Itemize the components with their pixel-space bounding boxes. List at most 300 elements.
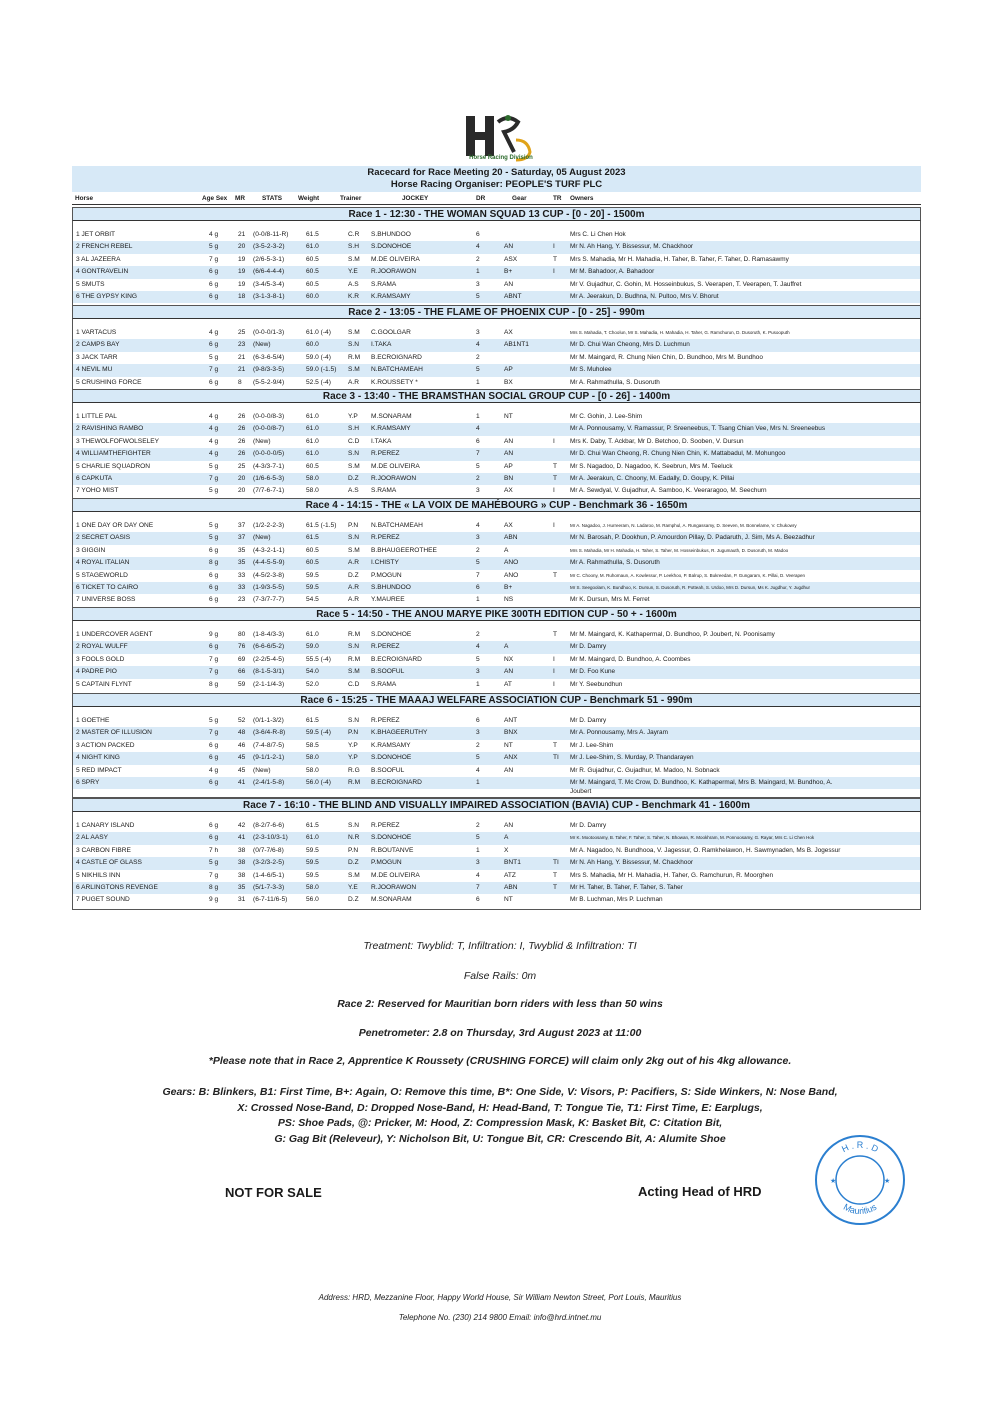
runner-owners: Mr D. Chui Wan Cheong, R. Chung Nien Chin, K. Mattabadul, M. Mohungoo: [570, 450, 786, 458]
organiser-line: Horse Racing Organiser: PEOPLE'S TURF PLC: [390, 179, 603, 190]
runner-dr: 6: [476, 896, 480, 904]
runner-owners: Mr D. Damry: [570, 643, 607, 651]
col-trainer: Trainer: [340, 195, 362, 202]
runner-row: [73, 279, 920, 291]
runner-trainer: S.M: [348, 668, 360, 676]
runner-mr: 35: [238, 559, 246, 567]
runner-owners: Mr M. Maingard, K. Kathapermal, D. Bundhoo, P. Joubert, N. Poonisamy: [570, 631, 775, 638]
runner-owners: Mr C. Gohin, J. Lee-Shim: [570, 413, 643, 420]
runner-tr: I: [553, 668, 555, 676]
runner-trainer: A.R: [348, 378, 359, 386]
runner-stats: (6-3-6-5/4): [253, 353, 285, 361]
runner-row: [73, 679, 920, 691]
runner-horse: 4 NEVIL MU: [76, 366, 113, 374]
runner-age: 6 g: [209, 378, 219, 386]
runner-mr: 31: [238, 896, 246, 904]
runner-mr: 45: [238, 754, 246, 762]
runner-age: 7 g: [209, 255, 219, 263]
runner-horse: 7 UNIVERSE BOSS: [76, 596, 136, 604]
runner-dr: 4: [476, 522, 480, 529]
runner-stats: (New): [253, 341, 271, 349]
runner-age: 6 g: [209, 643, 219, 651]
runner-dr: 4: [476, 243, 480, 251]
runner-weight: 61.0: [306, 631, 319, 638]
runner-age: 5 g: [209, 717, 219, 724]
runner-horse: 2 FRENCH REBEL: [76, 243, 133, 251]
runner-mr: 18: [238, 293, 246, 300]
runner-age: 7 g: [209, 655, 219, 663]
runner-gear: NX: [504, 655, 514, 663]
runner-mr: 21: [238, 231, 246, 238]
runner-jockey: S.DONOHOE: [371, 243, 412, 251]
runner-mr: 8: [238, 378, 242, 386]
runner-tr: TI: [553, 859, 559, 867]
runner-gear: ABN: [504, 884, 518, 891]
runner-trainer: A.R: [348, 596, 359, 604]
not-for-sale: NOT FOR SALE: [225, 1185, 322, 1200]
runner-age: 7 g: [209, 475, 219, 482]
runner-dr: 3: [476, 487, 480, 495]
runner-trainer: R.M: [348, 353, 361, 361]
runner-trainer: A.R: [348, 559, 359, 567]
runner-tr: I: [553, 243, 555, 251]
runner-row: [73, 740, 920, 752]
runner-weight: 54.5: [306, 596, 319, 604]
runner-mr: 35: [238, 884, 246, 891]
runner-jockey: K.RAMSAMY: [371, 293, 411, 300]
runner-weight: 55.5 (-4): [306, 655, 331, 663]
runner-age: 7 g: [209, 729, 219, 737]
runner-gear: BNX: [504, 729, 518, 737]
runner-gear: AX: [504, 487, 513, 495]
runner-trainer: S.N: [348, 822, 359, 829]
runner-gear: AN: [504, 668, 514, 676]
runner-horse: 4 NIGHT KING: [76, 754, 120, 762]
runner-jockey: S.DONOHOE: [371, 834, 412, 842]
runner-row: [73, 461, 920, 473]
runner-age: 7 g: [209, 871, 219, 879]
runner-dr: 7: [476, 450, 480, 458]
runner-mr: 23: [238, 596, 246, 604]
runner-trainer: S.H: [348, 425, 359, 433]
col-stats: STATS: [262, 195, 282, 202]
runner-age: 6 g: [209, 584, 219, 591]
runner-horse: 6 CAPKUTA: [76, 475, 113, 482]
runner-dr: 3: [476, 280, 480, 288]
runner-owners: Mrs C. Li Chen Hok: [570, 231, 626, 238]
race-4: [72, 498, 921, 610]
runner-jockey: S.BHUNDOO: [371, 231, 411, 238]
col-horse: Horse: [75, 195, 94, 202]
runner-trainer: S.N: [348, 341, 359, 349]
runner-weight: 59.0 (-1.5): [306, 366, 337, 374]
runner-horse: 6 THE GYPSY KING: [76, 293, 137, 300]
runner-stats: (1-9/3-5-5): [253, 584, 285, 591]
runner-stats: (3-6/4-R-8): [253, 729, 286, 737]
race-entries: [72, 512, 921, 610]
runner-weight: 58.0: [306, 884, 319, 891]
runner-dr: 2: [476, 631, 480, 638]
runner-weight: 58.0: [306, 766, 319, 774]
runner-stats: (1/6-6-5-3): [253, 475, 285, 482]
col-gear: Gear: [512, 195, 527, 202]
runner-row: [73, 882, 920, 894]
runner-row: [73, 339, 920, 351]
runner-age: 4 g: [209, 413, 219, 420]
runner-trainer: S.N: [348, 643, 359, 651]
runner-owners: Mr A. Ponnousamy, Mrs A. Jayram: [570, 729, 668, 737]
runner-tr: T: [553, 571, 558, 579]
runner-row: [73, 666, 920, 678]
runner-trainer: Y.P: [348, 413, 358, 420]
runner-tr: I: [553, 655, 555, 663]
runner-trainer: S.N: [348, 450, 359, 458]
runner-weight: 61.0: [306, 243, 319, 251]
runner-age: 9 g: [209, 896, 219, 904]
runner-gear: AN: [504, 766, 514, 774]
runner-owners: Mr C. Choony, M. Ruhomaun, A. Kowlessur, P. Leekhoo, P. Balrup, S. Bukreedan, P. Gungaram, K. Pillai, D. Veerapen: [570, 572, 806, 578]
runner-row: [73, 352, 920, 364]
runner-trainer: C.D: [348, 437, 360, 445]
runner-mr: 19: [238, 255, 246, 263]
runner-stats: (1/2-2-2-3): [253, 522, 285, 529]
runner-jockey: S.RAMA: [371, 280, 397, 288]
runner-horse: 5 RED IMPACT: [76, 766, 122, 774]
runner-jockey: M.DE OLIVEIRA: [371, 871, 420, 879]
gears-legend: [100, 1085, 900, 1147]
runner-jockey: N.BATCHAMEAH: [371, 522, 423, 529]
runner-age: 6 g: [209, 341, 219, 349]
penetrometer-note: Penetrometer: 2.8 on Thursday, 3rd August 2023 at 11:00: [358, 1027, 642, 1039]
runner-row: [73, 485, 920, 497]
runner-age: 5 g: [209, 487, 219, 495]
runner-owners: Mr S. Nagadoo, D. Nagadoo, K. Seebrun, Mrs M. Teeluck: [570, 462, 733, 470]
runner-dr: 1: [476, 846, 480, 854]
race-entries: [72, 403, 921, 501]
runner-age: 5 g: [209, 859, 219, 867]
runner-weight: 60.5: [306, 559, 319, 567]
runner-weight: 56.0: [306, 896, 319, 904]
runner-horse: 3 JACK TARR: [76, 353, 118, 361]
runner-jockey: I.TAKA: [371, 437, 392, 445]
runner-row: [73, 752, 920, 764]
gears-line: X: Crossed Nose-Band, D: Dropped Nose-Band, H: Head-Band, T: Tongue Tie, T1: First Time, E: Earplugs,: [237, 1101, 763, 1114]
runner-gear: NT: [504, 741, 513, 749]
runner-tr: T: [553, 462, 558, 470]
runner-tr: T: [553, 871, 558, 879]
runner-jockey: R.JOORAWON: [371, 268, 417, 276]
false-rails-note: False Rails: 0m: [463, 970, 537, 982]
runner-mr: 19: [238, 268, 246, 276]
runner-tr: T: [553, 884, 558, 891]
race-6: [72, 693, 921, 798]
runner-trainer: K.R: [348, 293, 359, 300]
runner-stats: (New): [253, 766, 271, 774]
runner-row: [73, 436, 920, 448]
runner-gear: AN: [504, 822, 514, 829]
runner-dr: 2: [476, 546, 480, 554]
runner-horse: 5 NIKHILS INN: [76, 871, 121, 879]
runner-gear: NT: [504, 896, 513, 904]
runner-owners: Mr M. Maingard, R. Chung Nien Chin, D. Bundhoo, Mrs M. Bundhoo: [570, 353, 763, 361]
runner-owners: Mr M. Maingard, T. Mc Crow, D. Bundhoo, K. Kathapermal, Mrs B. Maingard, M. Bundhoo, A.: [570, 779, 833, 786]
runner-dr: 1: [476, 268, 480, 276]
runner-owners: Mr D. Damry: [570, 717, 607, 724]
runner-age: 5 g: [209, 522, 219, 529]
runner-gear: ANO: [504, 571, 519, 579]
col-weight: Weight: [298, 195, 320, 202]
runner-age: 6 g: [209, 280, 219, 288]
runner-gear: ABNT: [504, 293, 522, 300]
runner-jockey: B.SOOFUL: [371, 668, 405, 676]
runner-row: [73, 423, 920, 435]
runner-jockey: K.ROUSSETY *: [371, 378, 418, 386]
runner-stats: (7-4-8/7-5): [253, 741, 285, 749]
runner-tr: I: [553, 268, 555, 276]
runner-horse: 3 GIGGIN: [76, 546, 106, 554]
runner-horse: 5 CHARLIE SQUADRON: [76, 462, 151, 470]
runner-stats: (3-5-2-3-2): [253, 243, 285, 251]
runner-row: [73, 377, 920, 389]
runner-gear: NT: [504, 413, 513, 420]
acting-head-signature: Acting Head of HRD: [638, 1184, 762, 1199]
runner-dr: 3: [476, 729, 480, 737]
runner-jockey: B.ECROIGNARD: [371, 353, 422, 361]
runner-dr: 4: [476, 766, 480, 774]
race-entries: [72, 221, 921, 306]
runner-stats: (0/7-7/6-8): [253, 846, 284, 854]
runner-weight: 61.0: [306, 450, 319, 458]
runner-jockey: S.BHUNDOO: [371, 584, 411, 591]
runner-owners: Mr A. Sewdyal, V. Gujadhur, A. Samboo, K. Veeraragoo, M. Seechurn: [570, 487, 767, 495]
runner-trainer: D.Z: [348, 475, 359, 482]
runner-jockey: M.DE OLIVEIRA: [371, 462, 420, 470]
runner-dr: 6: [476, 584, 480, 591]
runner-tr: I: [553, 437, 555, 445]
runner-horse: 2 RAVISHING RAMBO: [76, 425, 144, 433]
runner-trainer: Y.P: [348, 754, 358, 762]
runner-stats: (0-0-0/1-3): [253, 329, 285, 336]
runner-weight: 61.5: [306, 717, 319, 724]
race-entries: [72, 319, 921, 392]
runner-age: 5 g: [209, 534, 219, 542]
runner-mr: 20: [238, 475, 246, 482]
runner-dr: 3: [476, 534, 480, 542]
runner-gear: BNT1: [504, 859, 521, 867]
runner-owners: Mrs K. Daby, T. Ackbar, Mr D. Betchoo, D. Sooben, V. Dursun: [570, 437, 744, 445]
runner-stats: (New): [253, 437, 271, 445]
runner-owners: Mr A. Nagadoo, J. Hurreeram, N. Ladaroo, M. Ramphul, A. Rungassamy, D. Seeven, M. Bonnelame, V. Chukowry: [570, 523, 797, 528]
runner-dr: 1: [476, 596, 480, 604]
runner-horse: 1 ONE DAY OR DAY ONE: [76, 522, 154, 529]
runner-weight: 59.5: [306, 871, 319, 879]
runner-mr: 38: [238, 846, 246, 854]
runner-dr: 3: [476, 859, 480, 867]
runner-stats: (8-2/7-6-6): [253, 822, 285, 829]
runner-mr: 35: [238, 546, 246, 554]
runner-weight: 59.5: [306, 571, 319, 579]
runner-stats: (2/6-5-3-1): [253, 255, 285, 263]
runner-row: [73, 870, 920, 882]
runner-tr: T: [553, 741, 558, 749]
runner-age: 6 g: [209, 571, 219, 579]
runner-mr: 19: [238, 280, 246, 288]
runner-dr: 7: [476, 571, 480, 579]
runner-trainer: Y.P: [348, 741, 358, 749]
runner-horse: 6 ARLINGTONS REVENGE: [76, 884, 158, 891]
runner-row: [73, 654, 920, 666]
runner-mr: 38: [238, 859, 246, 867]
runner-mr: 52: [238, 717, 246, 724]
runner-age: 6 g: [209, 268, 219, 276]
runner-age: 6 g: [209, 741, 219, 749]
runner-tr: I: [553, 487, 555, 495]
runner-gear: AP: [504, 462, 513, 470]
runner-row: [73, 845, 920, 857]
runner-weight: 61.0: [306, 834, 319, 842]
runner-weight: 60.5: [306, 280, 319, 288]
runner-trainer: S.M: [348, 255, 360, 263]
runner-horse: 3 FOOLS GOLD: [76, 655, 125, 663]
runner-mr: 25: [238, 329, 246, 336]
col-age-sex: Age Sex: [202, 195, 228, 202]
runner-weight: 59.0 (-4): [306, 353, 331, 361]
runner-jockey: P.MOGUN: [371, 571, 402, 579]
runner-dr: 5: [476, 754, 480, 762]
runner-age: 7 g: [209, 668, 219, 676]
gears-line: Gears: B: Blinkers, B1: First Time, B+: Again, O: Remove this time, B*: One Side, V: Visors, P: Pacifiers, S: Side Winkers, N: Nose Band,: [162, 1086, 838, 1098]
runner-row: [73, 520, 920, 532]
runner-jockey: K.RAMSAMY: [371, 741, 411, 749]
runner-stats: (6-7-11/6-5): [253, 896, 288, 904]
runner-mr: 37: [238, 522, 246, 529]
race2-note: Race 2: Reserved for Mauritian born riders with less than 50 wins: [337, 998, 663, 1010]
svg-text:Mauritius: Mauritius: [841, 1201, 879, 1217]
runner-row: [73, 291, 920, 303]
runner-jockey: K.RAMSAMY: [371, 425, 411, 433]
runner-horse: 1 UNDERCOVER AGENT: [76, 631, 153, 638]
runner-dr: 6: [476, 437, 480, 445]
runner-dr: 4: [476, 871, 480, 879]
runner-jockey: M.SONARAM: [371, 413, 412, 420]
runner-horse: 1 GOETHE: [76, 717, 110, 724]
runner-weight: 52.5 (-4): [306, 378, 331, 386]
runner-mr: 48: [238, 729, 246, 737]
runner-jockey: R.PEREZ: [371, 822, 400, 829]
runner-row: [73, 715, 920, 727]
runner-weight: 58.0: [306, 487, 319, 495]
runner-weight: 61.5 (-1.5): [306, 522, 337, 529]
runner-tr: T: [553, 631, 558, 638]
runner-trainer: P.N: [348, 729, 359, 737]
runner-weight: 60.5: [306, 255, 319, 263]
runner-owners: Mr D. Damry: [570, 822, 607, 829]
runner-weight: 61.5: [306, 822, 319, 829]
runner-mr: 59: [238, 680, 246, 688]
runner-mr: 80: [238, 631, 246, 638]
runner-row: [73, 629, 920, 641]
runner-jockey: S.RAMA: [371, 680, 397, 688]
runner-dr: 5: [476, 559, 480, 567]
runner-jockey: M.SONARAM: [371, 896, 412, 904]
runner-jockey: B.ECROIGNARD: [371, 779, 422, 786]
runner-trainer: C.D: [348, 680, 360, 688]
runner-dr: 1: [476, 779, 480, 786]
race-title: Race 7 - 16:10 - THE BLIND AND VISUALLY IMPAIRED ASSOCIATION (BAVIA) CUP - Benchmark 41 - 1600m: [72, 798, 921, 812]
race-2: [72, 305, 921, 392]
col-tr: TR: [553, 195, 562, 202]
runner-owners: Mr K. Mootoosamy, B. Taher, F. Taher, S. Taher, N. Bhowan, R. Mookhram, M. Ponnoosamy, G. Rayar, Mrs C. Li Chen Hok: [570, 835, 815, 841]
runner-dr: 5: [476, 462, 480, 470]
runner-owners: Mr H. Taher, B. Taher, F. Taher, S. Taher: [570, 884, 683, 891]
runner-dr: 2: [476, 475, 480, 482]
runner-mr: 26: [238, 425, 246, 433]
runner-trainer: S.N: [348, 717, 359, 724]
runner-trainer: R.M: [348, 779, 361, 786]
runner-gear: AN: [504, 243, 514, 251]
runner-owners: Mr D. Foo Kune: [570, 668, 616, 676]
runner-jockey: M.DE OLIVEIRA: [371, 255, 420, 263]
runner-weight: 61.5: [306, 534, 319, 542]
runner-horse: 2 ROYAL WULFF: [76, 643, 128, 651]
runner-weight: 52.0: [306, 680, 319, 688]
runner-jockey: S.RAMA: [371, 487, 397, 495]
runner-mr: 41: [238, 779, 246, 786]
runner-gear: A: [504, 643, 509, 651]
runner-stats: (0-0-0-0/5): [253, 450, 285, 458]
runner-age: 4 g: [209, 231, 219, 238]
runner-age: 6 g: [209, 754, 219, 762]
runner-stats: (9-8/3-3-5): [253, 366, 285, 374]
runner-mr: 69: [238, 655, 246, 663]
runner-jockey: S.DONOHOE: [371, 631, 412, 638]
runner-owners: Mr J. Lee-Shim, S. Murday, P. Thandarayen: [570, 754, 694, 762]
race-title: Race 4 - 14:15 - THE « LA VOIX DE MAHÉBOURG » CUP - Benchmark 36 - 1650m: [72, 498, 921, 512]
runner-dr: 1: [476, 413, 480, 420]
treatment-note: Treatment: Twyblid: T, Infiltration: I, Twyblid & Infiltration: TI: [363, 940, 637, 952]
runner-row: [73, 448, 920, 460]
runner-age: 4 g: [209, 450, 219, 458]
runner-horse: 6 TICKET TO CAIRO: [76, 584, 139, 591]
runner-weight: 61.0: [306, 413, 319, 420]
runner-dr: 5: [476, 834, 480, 842]
runner-stats: (2-4/1-5-8): [253, 779, 285, 786]
runner-jockey: B.ECROIGNARD: [371, 655, 422, 663]
runner-weight: 59.5: [306, 859, 319, 867]
runner-tr: I: [553, 680, 555, 688]
runner-horse: 1 VARTACUS: [76, 329, 117, 336]
runner-age: 7 h: [209, 846, 219, 854]
runner-dr: 5: [476, 655, 480, 663]
runner-tr: TI: [553, 754, 559, 762]
runner-stats: (3-1-3-8-1): [253, 293, 285, 300]
runner-weight: 56.0 (-4): [306, 779, 331, 786]
runner-owners: Mr S. Muholee: [570, 366, 612, 374]
runner-owners: Mr N. Ah Hang, Y. Bissessur, M. Chackhoor: [570, 859, 694, 867]
runner-gear: AT: [504, 680, 512, 688]
race-title: Race 2 - 13:05 - THE FLAME OF PHOENIX CUP - [0 - 25] - 990m: [72, 305, 921, 319]
address-line: Address: HRD, Mezzanine Floor, Happy World House, Sir William Newton Street, Port Louis, Mauritius: [318, 1293, 682, 1302]
runner-owners-continued: Joubert: [570, 788, 592, 795]
runner-age: 6 g: [209, 834, 219, 842]
runner-owners: Mr A. Jeerakun, D. Budhna, N. Pultoo, Mrs V. Bhorut: [570, 293, 719, 300]
runner-stats: (2-3-10/3-1): [253, 834, 288, 842]
runner-jockey: R.PEREZ: [371, 643, 400, 651]
runner-owners: Mr M. Maingard, D. Bundhoo, A. Coombes: [570, 655, 691, 663]
runner-row: [73, 254, 920, 266]
runner-weight: 59.5: [306, 846, 319, 854]
runner-horse: 3 CARBON FIBRE: [76, 846, 131, 854]
